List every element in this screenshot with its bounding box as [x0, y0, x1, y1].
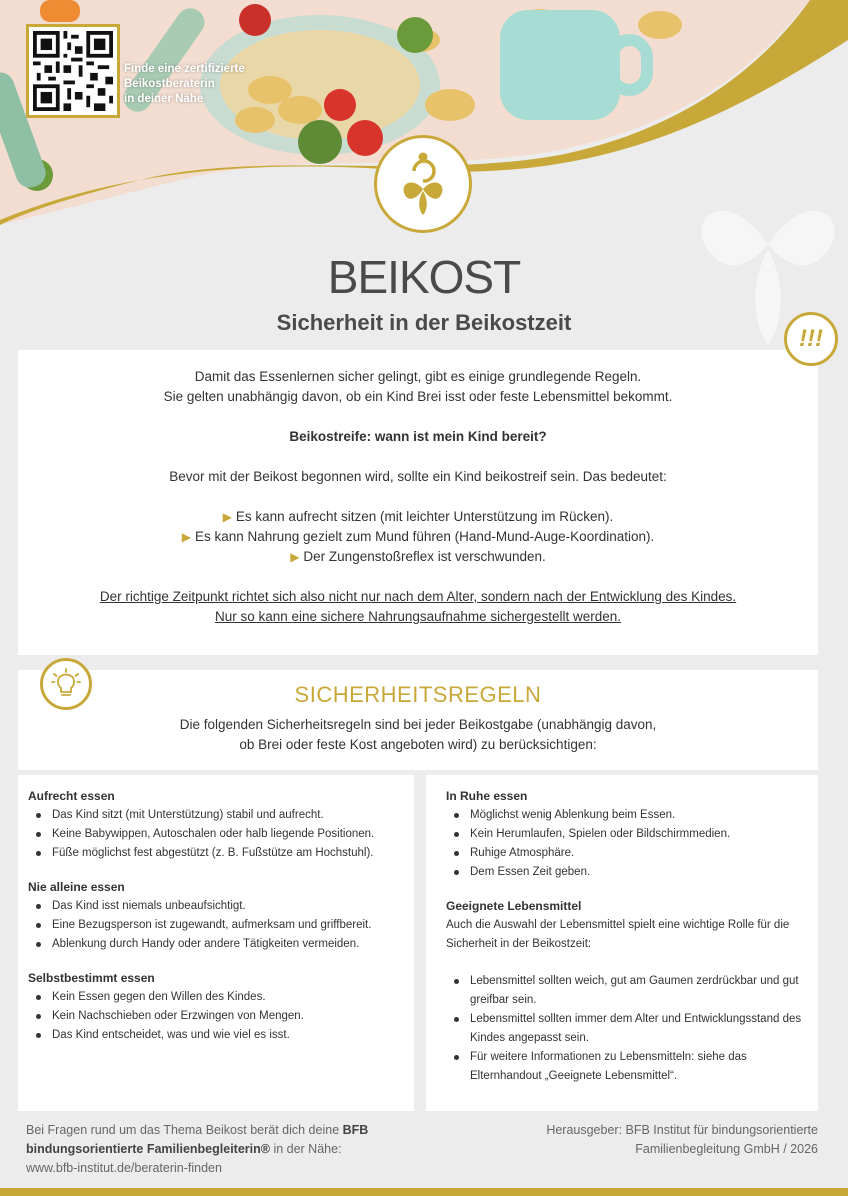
criteria-item — [18, 507, 818, 527]
qr-caption-line: Finde eine zertifizierte — [124, 63, 245, 75]
footer-text: in der Nähe: — [269, 1142, 342, 1156]
bfb-clover-logo-icon — [395, 151, 451, 217]
page-subtitle: Sicherheit in der Beikostzeit — [276, 310, 572, 335]
list-item: Das Kind isst niemals unbeaufsichtigt. — [28, 897, 404, 916]
rules-left-column — [18, 775, 414, 1111]
qr-code[interactable] — [26, 24, 120, 118]
criteria-text: Es kann Nahrung gezielt zum Mund führen (Hand-Mund-Auge-Koordination). — [194, 529, 655, 544]
intro-card — [18, 350, 818, 655]
criteria-item — [18, 547, 818, 567]
criteria-text: Es kann aufrecht sitzen (mit leichter Unterstützung im Rücken). — [235, 509, 614, 524]
publisher-line: Familienbegleitung GmbH / 2026 — [635, 1142, 818, 1156]
rule-heading: Nie alleine essen — [28, 880, 125, 894]
list-item: Das Kind entscheidet, was und wie viel es isst. — [28, 1026, 404, 1045]
list-item: Ablenkung durch Handy oder andere Tätigkeiten vermeiden. — [28, 935, 404, 954]
rule-paragraph: Auch die Auswahl der Lebensmittel spielt eine wichtige Rolle für die Sicherheit in der Beikostzeit: — [446, 919, 790, 950]
rule-section-lebensmittel — [446, 897, 808, 1086]
qr-code-icon — [33, 31, 113, 111]
list-item: Kein Essen gegen den Willen des Kindes. — [28, 988, 404, 1007]
rule-heading: Aufrecht essen — [28, 789, 115, 803]
list-item: Keine Babywippen, Autoschalen oder halb liegende Positionen. — [28, 825, 404, 844]
rules-desc-line: ob Brei oder feste Kost angeboten wird) zu berücksichtigen: — [239, 737, 597, 752]
triangle-bullet-icon: ▶ — [181, 530, 191, 544]
list-item: Eine Bezugsperson ist zugewandt, aufmerksam und griffbereit. — [28, 916, 404, 935]
footer-bold-text: BFB bindungsorientierte Familienbegleiterin® — [26, 1123, 369, 1156]
logo-badge — [374, 135, 472, 233]
intro-line: Sie gelten unabhängig davon, ob ein Kind Brei isst oder feste Lebensmittel bekommt. — [163, 389, 673, 404]
footer-text: Bei Fragen rund um das Thema Beikost berät dich deine — [26, 1123, 343, 1137]
rule-section-nie-alleine — [28, 878, 404, 954]
rule-section-aufrecht — [28, 787, 404, 863]
footer-contact — [26, 1121, 426, 1178]
triangle-bullet-icon: ▶ — [222, 510, 232, 524]
list-item: Füße möglichst fest abgestützt (z. B. Fußstütze am Hochstuhl). — [28, 844, 404, 863]
exclamation-icon: !!! — [784, 312, 838, 366]
qr-caption-line: in deiner Nähe — [124, 93, 204, 105]
list-item: Ruhige Atmosphäre. — [446, 844, 808, 863]
publisher-line: Herausgeber: BFB Institut für bindungsorientierte — [546, 1123, 818, 1137]
rules-header-card — [18, 670, 818, 770]
conclusion-line: Der richtige Zeitpunkt richtet sich also nicht nur nach dem Alter, sondern nach der Entwicklung des Kindes. — [99, 589, 737, 604]
readiness-lead: Bevor mit der Beikost begonnen wird, sollte ein Kind beikostreif sein. Das bedeutet: — [169, 469, 667, 484]
rules-title: SICHERHEITSREGELN — [294, 682, 542, 707]
qr-caption-line: Beikostberaterin — [124, 78, 215, 90]
list-item: Für weitere Informationen zu Lebensmitteln: siehe das Elternhandout „Geeignete Lebensmittel“. — [446, 1048, 808, 1086]
rule-heading: Geeignete Lebensmittel — [446, 899, 582, 913]
readiness-question: Beikostreife: wann ist mein Kind bereit? — [289, 429, 547, 444]
list-item: Kein Herumlaufen, Spielen oder Bildschirmmedien. — [446, 825, 808, 844]
list-item: Kein Nachschieben oder Erzwingen von Mengen. — [28, 1007, 404, 1026]
triangle-bullet-icon: ▶ — [290, 550, 300, 564]
footer-publisher — [440, 1121, 818, 1159]
list-item: Möglichst wenig Ablenkung beim Essen. — [446, 806, 808, 825]
list-item: Lebensmittel sollten weich, gut am Gaumen zerdrückbar und gut greifbar sein. — [446, 972, 808, 1010]
footer-link[interactable]: www.bfb-institut.de/beraterin-finden — [26, 1161, 222, 1175]
qr-caption — [124, 62, 284, 107]
rule-heading: In Ruhe essen — [446, 789, 528, 803]
bottom-accent-bar — [0, 1188, 848, 1196]
list-item: Dem Essen Zeit geben. — [446, 863, 808, 882]
list-item: Das Kind sitzt (mit Unterstützung) stabil und aufrecht. — [28, 806, 404, 825]
page-title: BEIKOST — [327, 251, 521, 303]
criteria-text: Der Zungenstoßreflex ist verschwunden. — [303, 549, 546, 564]
rule-section-selbstbestimmt — [28, 969, 404, 1045]
intro-line: Damit das Essenlernen sicher gelingt, gibt es einige grundlegende Regeln. — [194, 369, 642, 384]
lightbulb-badge — [40, 658, 92, 710]
rules-desc-line: Die folgenden Sicherheitsregeln sind bei jeder Beikostgabe (unabhängig davon, — [179, 717, 657, 732]
lightbulb-icon — [51, 668, 81, 700]
criteria-item — [18, 527, 818, 547]
rules-description — [18, 715, 818, 755]
rules-right-column — [426, 775, 818, 1111]
rule-heading: Selbstbestimmt essen — [28, 971, 155, 985]
list-item: Lebensmittel sollten immer dem Alter und Entwicklungsstand des Kindes angepasst sein. — [446, 1010, 808, 1048]
rule-section-ruhe — [446, 787, 808, 882]
conclusion-line: Nur so kann eine sichere Nahrungsaufnahme sichergestellt werden. — [215, 609, 621, 624]
